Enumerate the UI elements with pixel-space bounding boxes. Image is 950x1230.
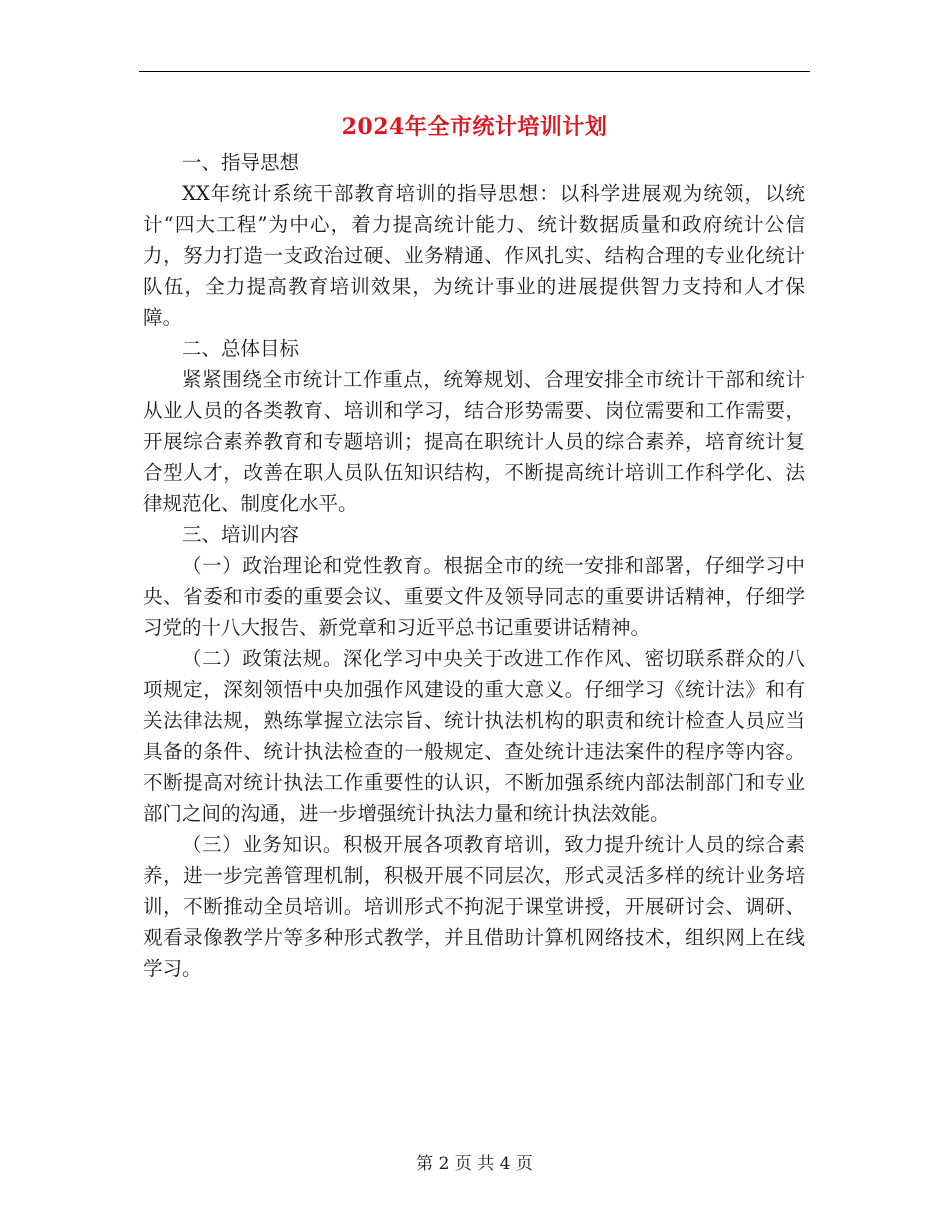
document-body (143, 147, 805, 984)
document-title: 2024年全市统计培训计划 (341, 114, 608, 140)
page-number-footer: 第 2 页 共 4 页 (416, 1154, 533, 1174)
section-heading-overall-goal: 二、总体目标 (182, 337, 300, 360)
section-heading-guiding-thought: 一、指导思想 (182, 151, 300, 174)
paragraph-business-knowledge: （三）业务知识。积极开展各项教育培训，致力提升统计人员的综合素养，进一步完善管理机制，积极开展不同层次，形式灵活多样的统计业务培训，不断推动全员培训。培训形式不拘泥于课堂讲授，开展研讨会、调研、观看录像教学片等多种形式教学，并且借助计算机网络技术，组织网上在线学习。 (143, 833, 805, 980)
paragraph-guiding-thought: XX年统计系统干部教育培训的指导思想：以科学进展观为统领，以统计“四大工程”为中心，着力提高统计能力、统计数据质量和政府统计公信力，努力打造一支政治过硬、业务精通、作风扎实、结构合理的专业化统计队伍，全力提高教育培训效果，为统计事业的进展提供智力支持和人才保障。 (143, 182, 805, 329)
header-rule (139, 71, 810, 72)
section-heading-training-content: 三、培训内容 (182, 523, 300, 546)
paragraph-political-theory: （一）政治理论和党性教育。根据全市的统一安排和部署，仔细学习中央、省委和市委的重要会议、重要文件及领导同志的重要讲话精神，仔细学习党的十八大报告、新党章和习近平总书记重要讲话精神。 (143, 554, 805, 639)
paragraph-overall-goal: 紧紧围绕全市统计工作重点，统筹规划、合理安排全市统计干部和统计从业人员的各类教育、培训和学习，结合形势需要、岗位需要和工作需要，开展综合素养教育和专题培训；提高在职统计人员的综合素养，培育统计复合型人才，改善在职人员队伍知识结构，不断提高统计培训工作科学化、法律规范化、制度化水平。 (143, 368, 805, 515)
paragraph-policy-regulations: （二）政策法规。深化学习中央关于改进工作作风、密切联系群众的八项规定，深刻领悟中央加强作风建设的重大意义。仔细学习《统计法》和有关法律法规，熟练掌握立法宗旨、统计执法机构的职责和统计检查人员应当具备的条件、统计执法检查的一般规定、查处统计违法案件的程序等内容。不断提高对统计执法工作重要性的认识，不断加强系统内部法制部门和专业部门之间的沟通，进一步增强统计执法力量和统计执法效能。 (143, 647, 805, 825)
